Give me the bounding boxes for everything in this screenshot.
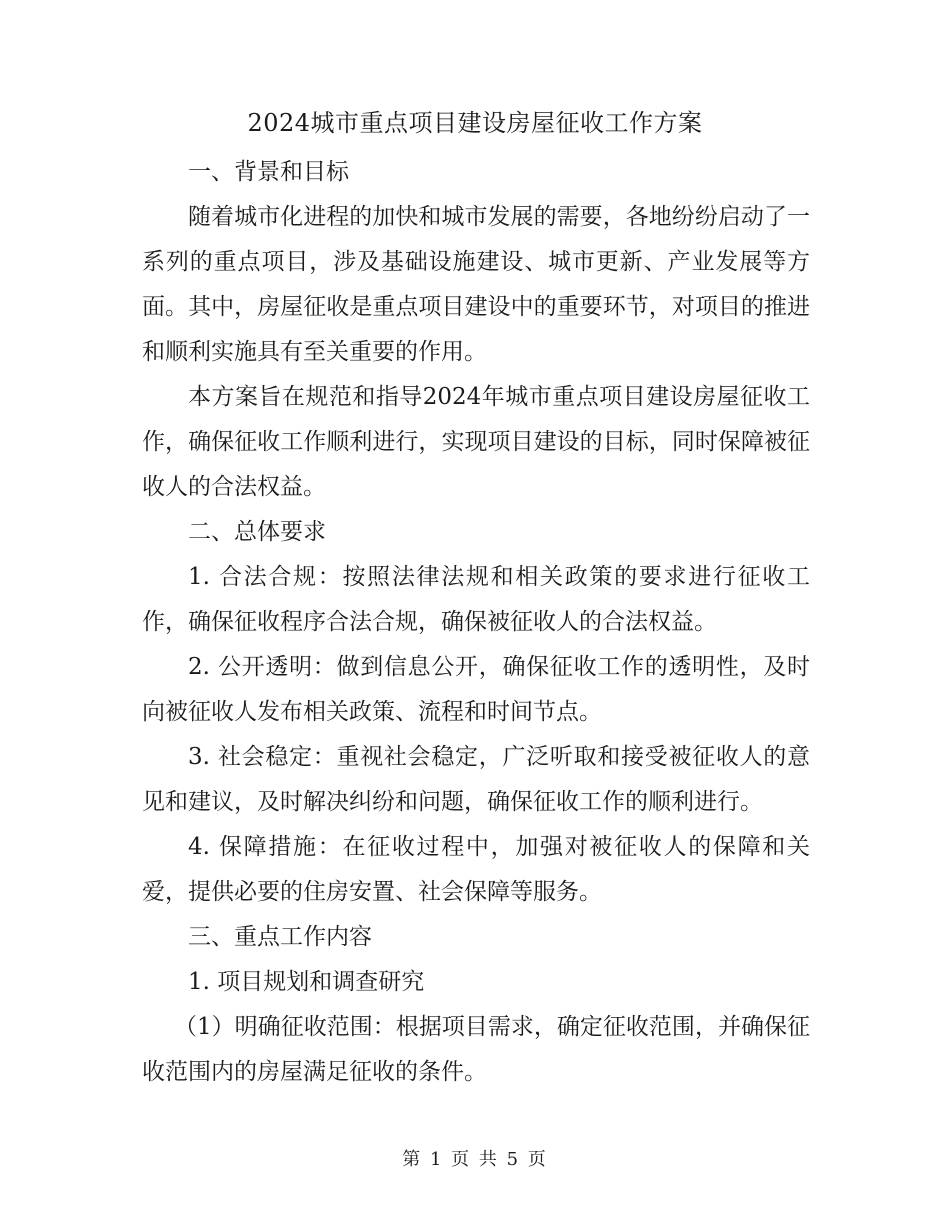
section-heading-background: 一、背景和目标 (188, 159, 349, 185)
requirement-item-4: 4. 保障措施：在征收过程中，加强对被征收人的保障和关爱，提供必要的住房安置、社会保障等服务。 (142, 834, 810, 905)
key-work-subitem-1: （1）明确征收范围：根据项目需求，确定征收范围，并确保征收范围内的房屋满足征收的条件。 (142, 1014, 810, 1085)
section-heading-requirements: 二、总体要求 (188, 519, 326, 545)
paragraph-purpose: 本方案旨在规范和指导2024年城市重点项目建设房屋征收工作，确保征收工作顺利进行，实现项目建设的目标，同时保障被征收人的合法权益。 (142, 384, 810, 500)
key-work-item-1: 1. 项目规划和调查研究 (188, 969, 425, 995)
section-heading-key-work: 三、重点工作内容 (188, 924, 372, 950)
document-body (142, 150, 810, 1095)
document-title: 2024城市重点项目建设房屋征收工作方案 (247, 109, 703, 137)
requirement-item-3: 3. 社会稳定：重视社会稳定，广泛听取和接受被征收人的意见和建议，及时解决纠纷和问题，确保征收工作的顺利进行。 (142, 744, 810, 815)
requirement-item-1: 1. 合法合规：按照法律法规和相关政策的要求进行征收工作，确保征收程序合法合规，确保被征收人的合法权益。 (142, 564, 810, 635)
requirement-item-2: 2. 公开透明：做到信息公开，确保征收工作的透明性，及时向被征收人发布相关政策、流程和时间节点。 (142, 654, 810, 725)
paragraph-background: 随着城市化进程的加快和城市发展的需要，各地纷纷启动了一系列的重点项目，涉及基础设施建设、城市更新、产业发展等方面。其中，房屋征收是重点项目建设中的重要环节，对项目的推进和顺利实施具有至关重要的作用。 (142, 204, 810, 365)
page-footer: 第 1 页 共 5 页 (402, 1149, 548, 1170)
